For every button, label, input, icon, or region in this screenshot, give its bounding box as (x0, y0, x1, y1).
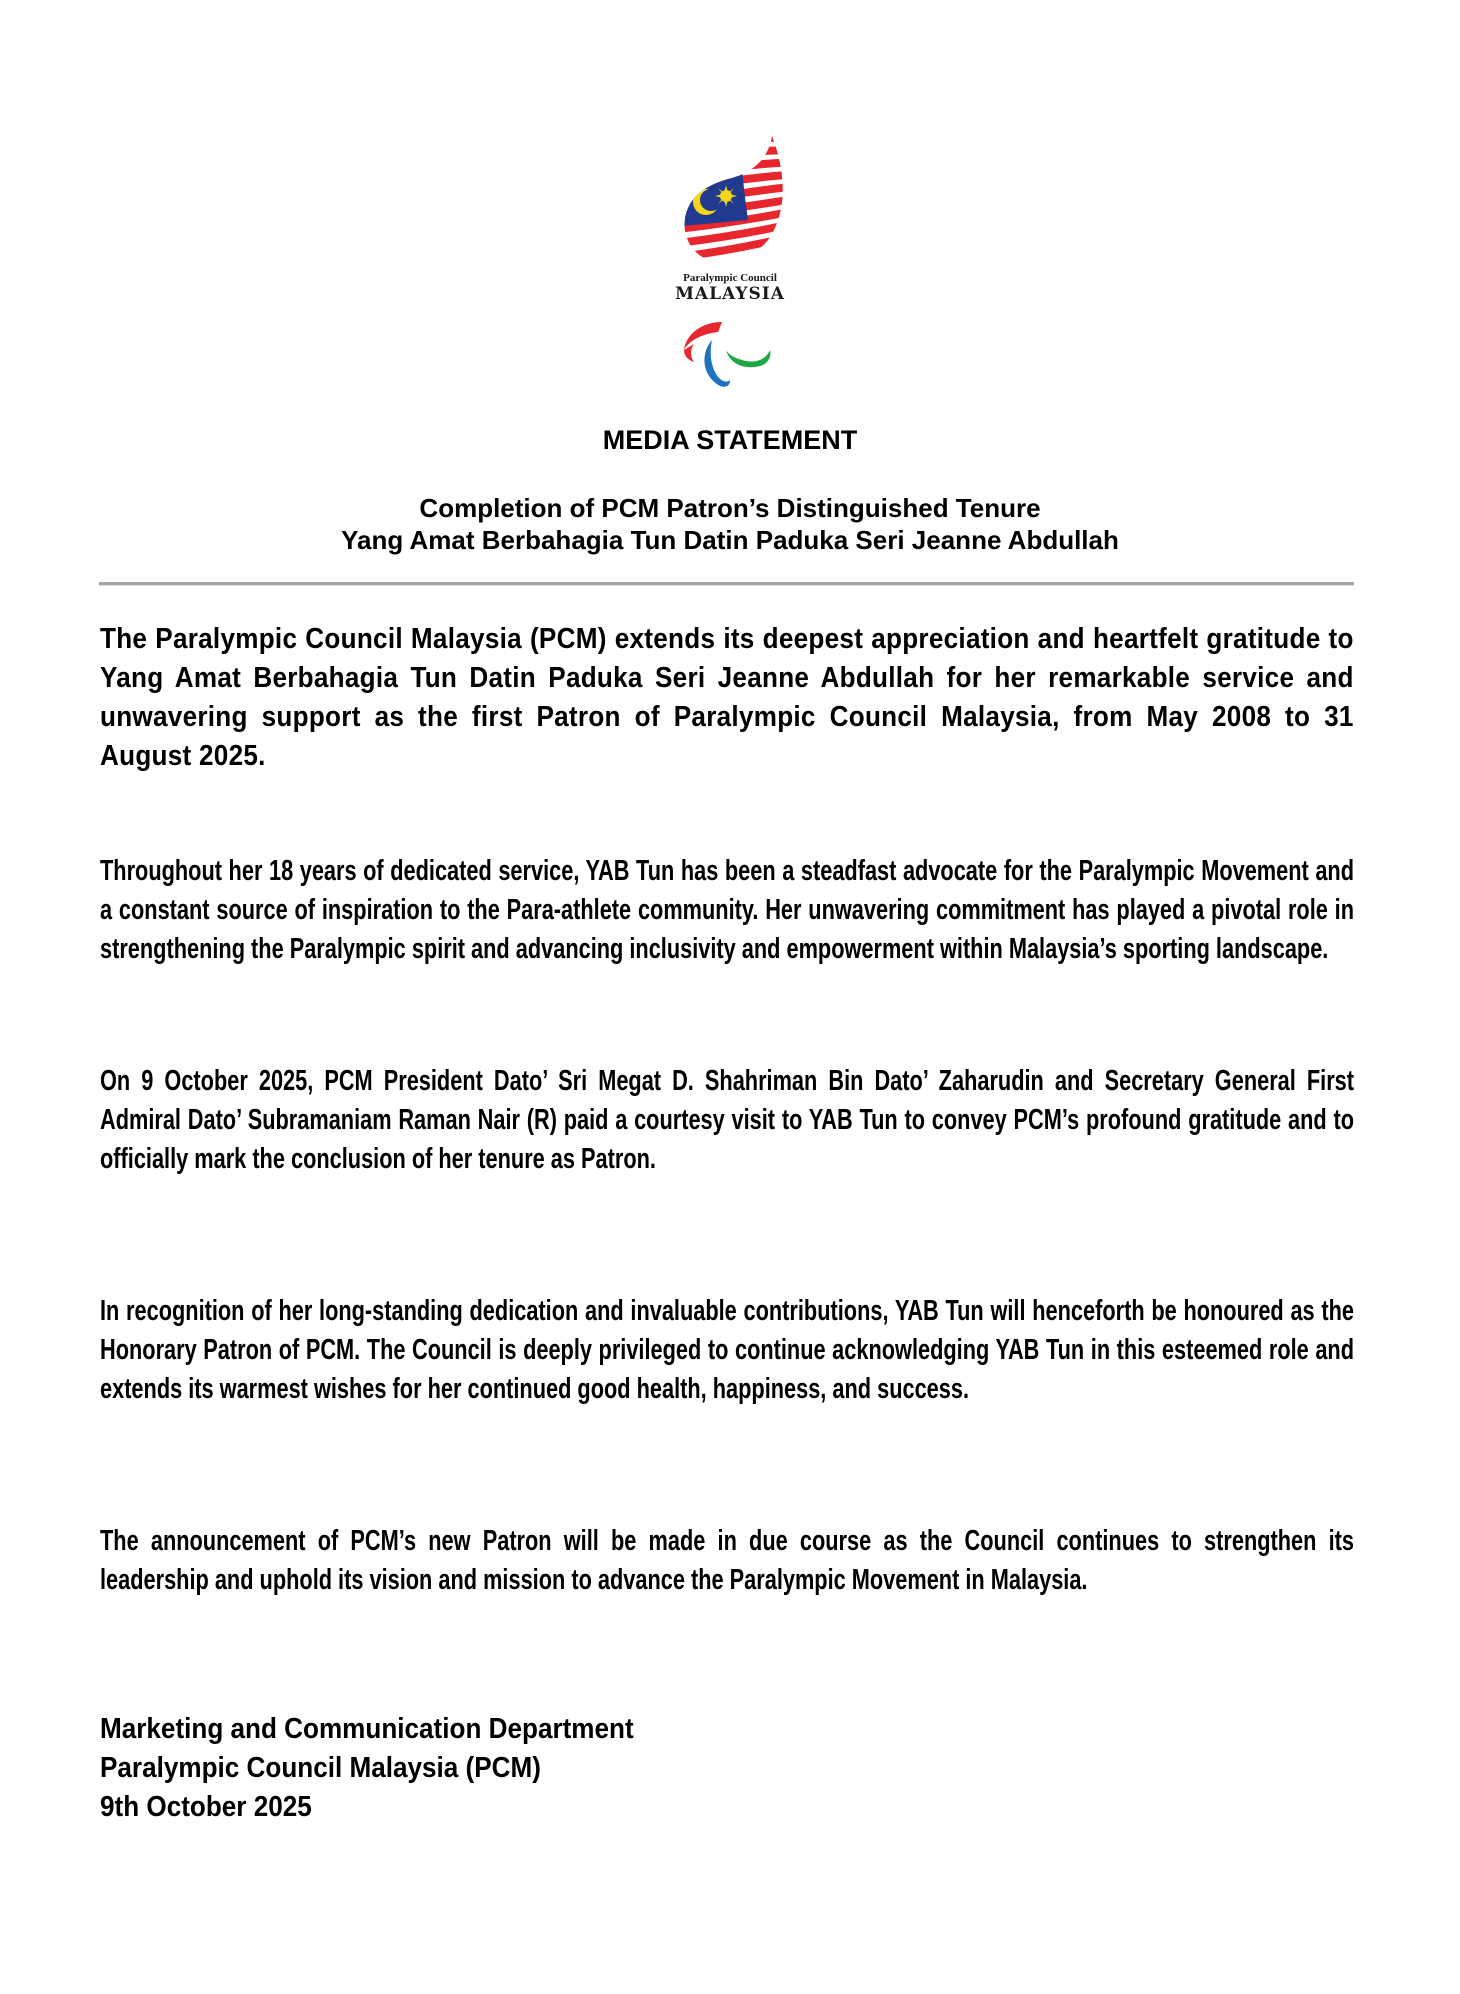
logo-org-text: Paralympic Council (683, 272, 777, 284)
logo-country-text: MALAYSIA (675, 284, 785, 304)
paragraph-text: On 9 October 2025, PCM President Dato’ Sri Megat D. Shahriman Bin Dato’ Zaharudin and Secretary General First Admiral Dato’ Subramaniam Raman Nair (R) paid a courtesy visit to YAB Tun to convey PCM’s profound gratitude and to officially mark the conclusion of her tenure as Patron. (100, 1065, 1354, 1175)
signature-organization: Paralympic Council Malaysia (PCM) (100, 1752, 541, 1784)
pcm-logo (660, 132, 800, 402)
signature-department: Marketing and Communication Department (100, 1713, 634, 1745)
paralympic-agitos-icon (680, 320, 780, 395)
malaysia-flag-flame-icon (660, 132, 800, 272)
horizontal-divider (99, 582, 1354, 586)
paragraph-5 (100, 1522, 1354, 1600)
paragraph-2 (100, 852, 1354, 969)
paragraph-3 (100, 1062, 1354, 1179)
signature-block (100, 1710, 1354, 1827)
subtitle-line-2: Yang Amat Berbahagia Tun Datin Paduka Seri Jeanne Abdullah (341, 525, 1119, 555)
signature-date: 9th October 2025 (100, 1791, 312, 1823)
document-subtitle (0, 492, 1460, 556)
paragraph-text: The announcement of PCM’s new Patron will be made in due course as the Council continues to strengthen its leadership and uphold its vision and mission to advance the Paralympic Movement in Malaysia. (100, 1525, 1354, 1596)
paragraph-4 (100, 1292, 1354, 1409)
subtitle-line-1: Completion of PCM Patron’s Distinguished Tenure (419, 493, 1041, 523)
paragraph-text: Throughout her 18 years of dedicated service, YAB Tun has been a steadfast advocate for the Paralympic Movement and a constant source of inspiration to the Para-athlete community. Her unwavering commitment has played a pivotal role in strengthening the Paralympic spirit and advancing inclusivity and empowerment within Malaysia’s sporting landscape. (100, 855, 1354, 965)
paragraph-1 (100, 620, 1354, 776)
document-title: MEDIA STATEMENT (602, 425, 858, 455)
paragraph-text: In recognition of her long-standing dedication and invaluable contributions, YAB Tun will henceforth be honoured as the Honorary Patron of PCM. The Council is deeply privileged to continue acknowledging YAB Tun in this esteemed role and extends its warmest wishes for her continued good health, happiness, and success. (100, 1295, 1354, 1405)
paragraph-text: The Paralympic Council Malaysia (PCM) extends its deepest appreciation and heartfelt gratitude to Yang Amat Berbahagia Tun Datin Paduka Seri Jeanne Abdullah for her remarkable service and unwavering support as the first Patron of Paralympic Council Malaysia, from May 2008 to 31 August 2025. (100, 623, 1354, 772)
